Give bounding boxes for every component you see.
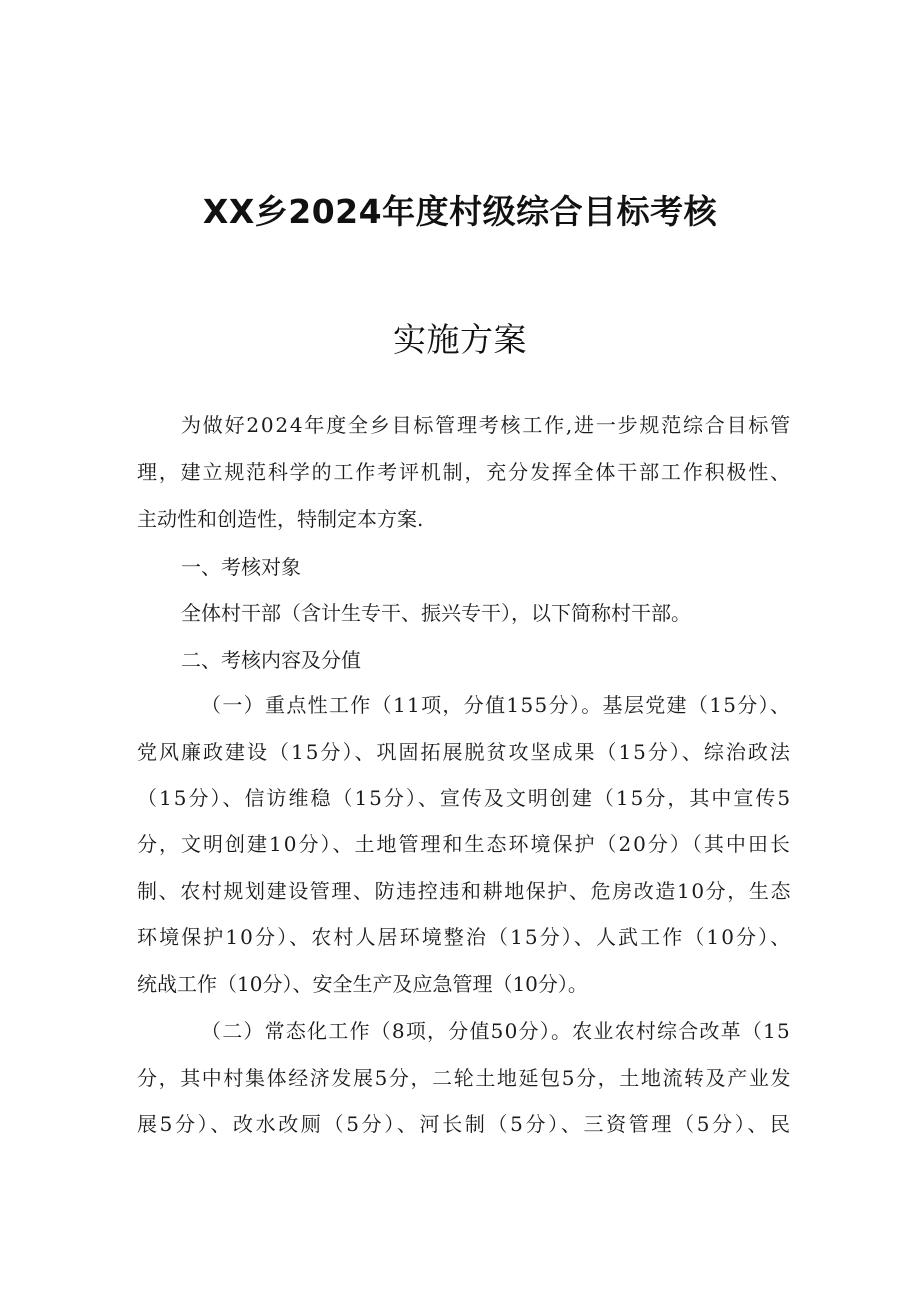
body-line: 分，其中村集体经济发展5分，二轮土地延包5分，土地流转及产业发 — [137, 1066, 793, 1090]
body-line: 主动性和创造性，特制定本方案. — [137, 507, 424, 531]
body-line: 环境保护10分）、农村人居环境整治（15分）、人武工作（10分）、 — [137, 925, 793, 949]
section-heading: 二、考核内容及分值 — [181, 648, 361, 672]
body-line: （一）重点性工作（11项，分值155分）。基层党建（15分）、 — [201, 693, 792, 717]
section-heading: 一、考核对象 — [181, 555, 301, 579]
document-title-line-2: 实施方案 — [393, 320, 527, 359]
body-line: 统战工作（10分）、安全生产及应急管理（10分）。 — [137, 972, 588, 996]
body-line: 为做好2024年度全乡目标管理考核工作,进一步规范综合目标管 — [181, 413, 792, 437]
body-line: 全体村干部（含计生专干、振兴专干），以下简称村干部。 — [181, 601, 691, 625]
body-line: 制、农村规划建设管理、防违控违和耕地保护、危房改造10分，生态 — [137, 879, 793, 903]
body-line: （15分）、信访维稳（15分）、宣传及文明创建（15分，其中宣传5 — [137, 786, 793, 810]
document-title-line-1: XX乡2024年度村级综合目标考核 — [202, 192, 718, 231]
body-line: 理，建立规范科学的工作考评机制，充分发挥全体干部工作积极性、 — [137, 460, 792, 484]
body-line: 党风廉政建设（15分）、巩固拓展脱贫攻坚成果（15分）、综治政法 — [137, 740, 792, 764]
body-line: （二）常态化工作（8项，分值50分）。农业农村综合改革（15 — [201, 1019, 791, 1043]
body-line: 展5分）、改水改厕（5分）、河长制（5分）、三资管理（5分）、民 — [137, 1112, 793, 1136]
body-line: 分，文明创建10分）、土地管理和生态环境保护（20分）（其中田长 — [137, 832, 792, 856]
